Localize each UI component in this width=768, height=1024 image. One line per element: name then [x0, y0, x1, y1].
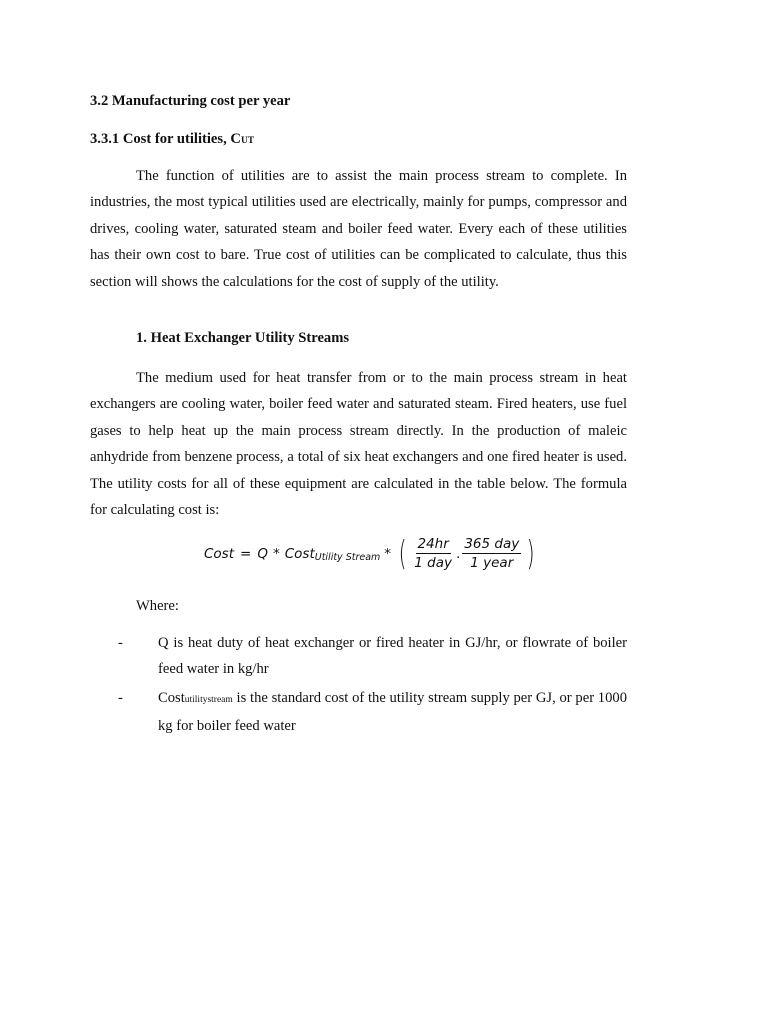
section-title — [90, 93, 290, 110]
bullet-cost-prefix: Cost — [158, 690, 185, 706]
subsection-heading-text: 3.3.1 Cost for utilities, C — [90, 131, 241, 147]
subsection-heading — [90, 131, 254, 148]
formula-right-paren: ) — [526, 533, 535, 574]
cost-formula — [204, 533, 538, 574]
formula-fraction-days — [462, 536, 521, 571]
formula-cost-subscript: Utility Stream — [314, 552, 381, 563]
section-title-text: 3.2 Manufacturing cost per year — [90, 93, 291, 109]
formula-dot: . — [456, 545, 461, 562]
where-label: Where: — [136, 598, 179, 614]
formula-cost: Cost — [284, 545, 315, 562]
body-paragraph: The medium used for heat transfer from or to the main process stream in heat exchangers are cooling water, boiler feed water and saturated steam. Fired heaters, use fuel gases to help heat up the main process stream directly. In the production of maleic anhydride from benzene process, a total of six heat exchangers and one fired heater is used. The utility costs for all of these equipment are calculated in the table below. The formula for calculating cost is: — [90, 370, 627, 519]
bullet-dash: - — [118, 635, 123, 651]
heat-exchanger-heading-text: 1. Heat Exchanger Utility Streams — [136, 330, 350, 346]
bullet-text: Q is heat duty of heat exchanger or fired heater in GJ/hr, or flowrate of boiler feed water in kg/hr — [158, 635, 627, 678]
fraction-days-denominator: 1 year — [470, 555, 514, 571]
formula-lhs: Cost — [204, 545, 235, 562]
formula-fraction-hours — [412, 536, 454, 571]
bullet-cost-subscript: utilitystream — [184, 695, 233, 705]
bullet-cost-rest: is the standard cost of the utility stream supply per GJ, or per 1000 kg for boiler feed water — [158, 690, 627, 735]
bullet-text — [158, 685, 627, 740]
bullet-item-heat-duty — [90, 630, 627, 683]
formula-equals: = — [240, 545, 252, 562]
heat-exchanger-heading — [136, 330, 349, 347]
formula-left-paren: ( — [398, 533, 407, 574]
intro-paragraph: The function of utilities are to assist the main process stream to complete. In industries, the most typical utilities used are electrically, mainly for pumps, compressor and drives, cooling water, saturated steam and boiler feed water. Every each of these utilities has their own cost to bare. True cost of utilities can be complicated to calculate, thus this section will shows the calculations for the cost of supply of the utility. — [90, 168, 627, 290]
formula-times-1: * — [272, 545, 280, 562]
fraction-hours-numerator: 24hr — [417, 536, 449, 552]
fraction-days-numerator: 365 day — [464, 536, 520, 552]
fraction-hours-denominator: 1 day — [414, 555, 453, 571]
bullet-dash: - — [118, 690, 123, 706]
formula-q: Q — [257, 545, 268, 562]
formula-times-2: * — [384, 545, 392, 562]
subsection-heading-subscript: UT — [240, 136, 255, 146]
bullet-item-utility-cost — [90, 685, 627, 740]
